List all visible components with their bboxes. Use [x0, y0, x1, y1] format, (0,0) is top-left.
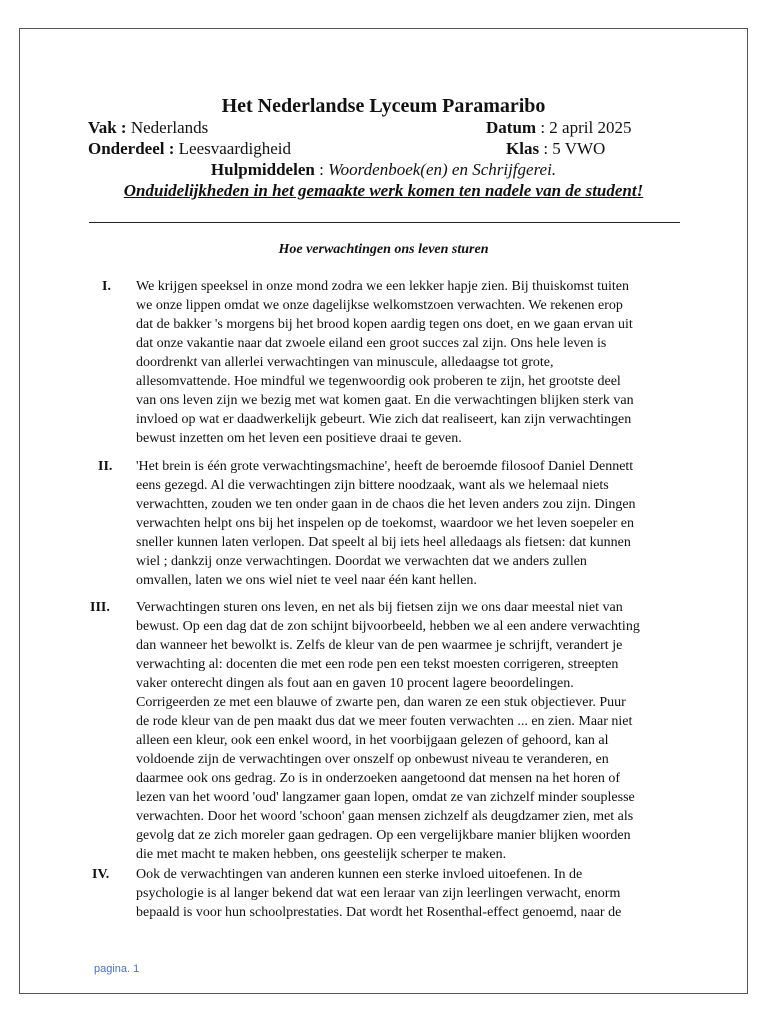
hulpmiddelen-label: Hulpmiddelen — [210, 160, 315, 179]
vak-value: Nederlands — [130, 118, 209, 137]
section-text: Ook de verwachtingen van anderen kunnen een sterke invloed uitoefenen. In de psychologie is al langer bekend dat wat een leraar van zijn leerlingen verwacht, enorm bepaald is voor hun schoolprestaties. Dat wordt het Rosenthal-effect genoemd, naar de — [136, 867, 622, 920]
section-3 — [88, 598, 680, 864]
header-divider — [89, 222, 680, 223]
vak-label: Vak — [88, 118, 117, 137]
onderdeel-row — [88, 139, 291, 159]
section-4 — [88, 865, 680, 922]
onderdeel-label: Onderdeel — [88, 139, 165, 158]
hulpmiddelen-separator: : — [314, 160, 329, 179]
section-number: I. — [102, 279, 111, 294]
datum-separator: : — [536, 118, 550, 137]
section-text: 'Het brein is één grote verwachtingsmachine', heeft de beroemde filosoof Daniel Dennett eens gezegd. Al die verwachtingen zijn bittere noodzaak, want als we helemaal niets verwachtten, zouden we ten onder gaan in de chaos die het leven anders zou zijn. Dingen verwachten helpt ons bij het inspelen op de toekomst, waardoor we het leven soepeler en sneller kunnen laten verlopen. Dat speelt al bij iets heel alledaags als fietsen: dat kunnen wiel ; dankzij onze verwachtingen. Doordat we verwachten dat we anders zullen omvallen, laten we ons wiel niet te veel naar één kant hellen. — [136, 459, 636, 588]
vak-row — [88, 118, 208, 138]
klas-separator: : — [539, 139, 553, 158]
page-number: pagina. 1 — [94, 963, 140, 975]
section-number: IV. — [92, 867, 110, 882]
klas-value: 5 VWO — [552, 139, 606, 158]
datum-label: Datum — [486, 118, 537, 137]
school-title: Het Nederlandse Lyceum Paramaribo — [221, 95, 546, 117]
warning-note: Onduidelijkheden in het gemaakte werk komen ten nadele van de student! — [123, 181, 644, 200]
document-page — [19, 28, 748, 994]
section-2 — [88, 457, 680, 590]
vak-separator: : — [116, 118, 131, 137]
section-1 — [88, 277, 680, 448]
onderdeel-separator: : — [164, 139, 179, 158]
section-text: Verwachtingen sturen ons leven, en net als bij fietsen zijn we ons daar meestal niet van bewust. Op een dag dat de zon schijnt bijvoorbeeld, hebben we al een andere verwachting dan wanneer het bewolkt is. Zelfs de kleur van de pen waarmee je schrijft, verandert je verwachting al: docenten die met een rode pen een tekst moesten corrigeren, streepten vaker onterecht dingen als fout aan en gaven 10 procent lagere beoordelingen. Corrigeerden ze met een blauwe of zwarte pen, dan waren ze een stuk objectiever. Puur de rode kleur van de pen maakt dus dat we meer fouten verwachten ... en zien. Maar niet alleen een kleur, ook een enkel woord, in het voorbijgaan gelezen of gehoord, kan al voldoende zijn de verwachtingen over onszelf op onbewust niveau te veranderen, en daarmee ook ons gedrag. Zo is in onderzoeken aangetoond dat mensen na het horen of lezen van het woord 'oud' langzamer gaan lopen, omdat ze van zichzelf minder souplesse verwachten. Door het woord 'schoon' gaan mensen zichzelf als deugdzamer zien, met als gevolg dat ze zich moreler gaan gedragen. Op een vergelijkbare manier blijken woorden die met macht te maken hebben, ons geestelijk scherper te maken. — [136, 600, 640, 862]
section-text: We krijgen speeksel in onze mond zodra we een lekker hapje zien. Bij thuiskomst tuiten we onze lippen omdat we onze dagelijkse welkomstzoen verwachten. We rekenen erop dat de bakker 's morgens bij het brood kopen aardig tegen ons doet, en we gaan ervan uit dat onze vakantie naar dat zwoele eiland een groot succes zal zijn. Ons hele leven is doordrenkt van allerlei verwachtingen van minuscule, alledaagse tot grote, allesomvattende. Hoe mindful we tegenwoordig ook proberen te zijn, het grootste deel van ons leven zijn we bezig met wat komen gaat. En die verwachtingen blijken sterk van invloed op wat er daadwerkelijk gebeurt. Wie zich dat realiseert, kan zijn verwachtingen bewust inzetten om het leven een positieve draai te geven. — [136, 279, 634, 446]
datum-row — [486, 118, 631, 138]
klas-label: Klas — [506, 139, 540, 158]
hulpmiddelen-row — [20, 160, 747, 180]
hulpmiddelen-value: Woordenboek(en) en Schrijfgerei. — [328, 160, 557, 179]
onderdeel-value: Leesvaardigheid — [178, 139, 292, 158]
section-number: III. — [90, 600, 110, 615]
section-number: II. — [98, 459, 113, 474]
klas-row — [506, 139, 605, 159]
datum-value: 2 april 2025 — [549, 118, 632, 137]
article-title: Hoe verwachtingen ons leven sturen — [278, 242, 489, 257]
